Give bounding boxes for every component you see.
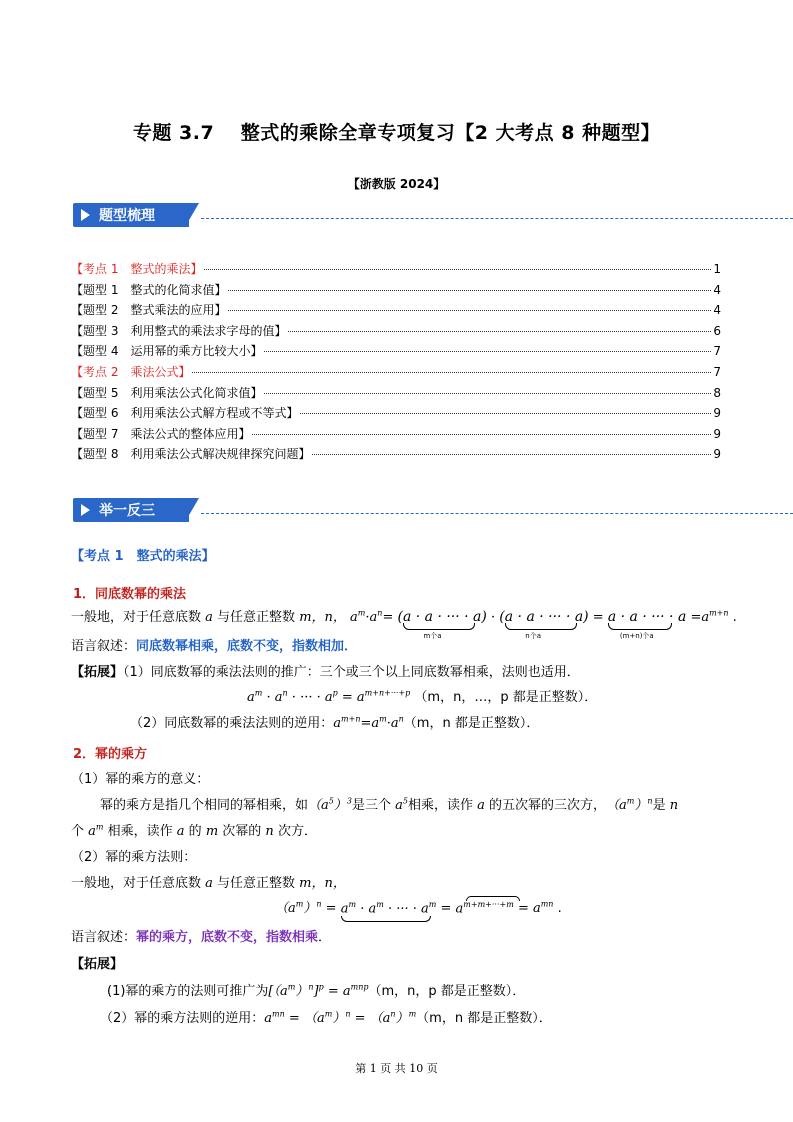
- toc-entry-label: 【题型 1 整式的化简求值】: [71, 282, 227, 297]
- language-statement-1: 语言叙述：同底数幂相乘，底数不变，指数相加．: [71, 639, 358, 654]
- extension-formula-1: $a^m \cdot a^n$ · ··· · $a^p = a^{m+n+\cdot\cdot\cdot+p}$ （m，n，…，p 都是正整数）．: [247, 688, 598, 705]
- toc-entry[interactable]: [71, 301, 721, 321]
- extension-4: （2）幂的乘方法则的逆用：$a^{mn} = (a^m)^n = (a^n)^m(m$，n 都是正整数）．: [100, 1009, 552, 1026]
- paragraph-general: 一般地，对于任意底数 a 与任意正整数 m，n， $a^m\cdot a^n= (a \cdot a$ · ··· · a) m个a · (a · a · ··· · a) n个a = a · a · ··· · a (m+n)个a $=a^{m+n}$ .: [71, 608, 737, 640]
- toc-leader: [228, 290, 711, 291]
- toc-entry[interactable]: [71, 363, 721, 383]
- banner-label: 举一反三: [99, 503, 155, 519]
- power-meaning-text: 幂的乘方是指几个相同的幂相乘，如$(a^5)^3$是三个 $a^5$相乘，读作 a 的五次幂的三次方， $(a^m)^n$是 n: [100, 796, 679, 813]
- toc-entry[interactable]: [71, 425, 721, 445]
- toc-entry[interactable]: [71, 260, 721, 280]
- toc-entry-page: 1: [713, 262, 721, 276]
- play-icon: [81, 504, 90, 516]
- power-rule-formula: $(a^m)^n = a^m \cdot a^m$ · ··· · $a^m$ = $a^{m+m+\cdot\cdot\cdot+m}$ = $a^{mn}$ .: [275, 897, 562, 916]
- section-banner-question-types: [73, 203, 793, 227]
- toc-entry-label: 【题型 2 整式乘法的应用】: [71, 303, 227, 318]
- power-rule-label: （2）幂的乘方法则：: [71, 850, 197, 865]
- toc-entry-label: 【考点 1 整式的乘法】: [71, 262, 203, 276]
- toc-entry[interactable]: [71, 445, 721, 465]
- extension-1: 【拓展】（1）同底数幂的乘法法则的推广：三个或三个以上同底数幂相乘，法则也适用．: [71, 665, 580, 680]
- page-footer: 第 1 页 共 10 页: [355, 1062, 438, 1075]
- toc-entry-page: 4: [713, 282, 721, 297]
- section-heading: 【考点 1 整式的乘法】: [71, 549, 215, 564]
- toc-entry-page: 9: [713, 406, 721, 421]
- toc-leader: [312, 454, 711, 455]
- toc-leader: [252, 434, 711, 435]
- toc-leader: [192, 372, 711, 373]
- toc-entry-label: 【题型 7 乘法公式的整体应用】: [71, 426, 251, 441]
- extension-3: (1)幂的乘方的法则可推广为$[(a^m)^n]^p = a^{mnp}(m$，n，p 都是正整数）．: [107, 982, 526, 999]
- section-banner-examples: [73, 498, 793, 522]
- play-icon: [81, 209, 90, 221]
- toc-entry-label: 【题型 8 利用乘法公式解决规律探究问题】: [71, 447, 311, 462]
- power-rule-text: 一般地，对于任意底数 a 与任意正整数 m，n，: [71, 876, 346, 891]
- toc-leader: [288, 331, 711, 332]
- toc-leader: [264, 393, 711, 394]
- toc-entry-label: 【题型 3 利用整式的乘法求字母的值】: [71, 323, 287, 338]
- page-title: 专题 3.7 整式的乘除全章专项复习【2 大考点 8 种题型】: [132, 122, 661, 144]
- subheading-power: 2．幂的乘方: [73, 747, 148, 762]
- toc-leader: [264, 351, 711, 352]
- subheading-same-base: 1．同底数幂的乘法: [73, 587, 187, 602]
- toc-leader: [228, 310, 711, 311]
- toc-entry-page: 4: [713, 303, 721, 318]
- toc-entry-page: 7: [713, 365, 721, 379]
- power-meaning-label: （1）幂的乘方的意义：: [71, 772, 210, 787]
- toc-entry-page: 9: [713, 426, 721, 441]
- language-statement-2: 语言叙述：幂的乘方，底数不变，指数相乘．: [71, 930, 332, 945]
- toc-entry[interactable]: [71, 322, 721, 342]
- toc-entry-label: 【题型 5 利用乘法公式化简求值】: [71, 385, 263, 400]
- toc-entry[interactable]: [71, 281, 721, 301]
- edition-label: 【浙教版 2024】: [347, 177, 446, 191]
- toc-entry[interactable]: [71, 384, 721, 404]
- toc-entry[interactable]: [71, 342, 721, 362]
- toc-entry-label: 【题型 4 运用幂的乘方比较大小】: [71, 344, 263, 359]
- toc-entry-page: 9: [713, 447, 721, 462]
- extension-2: （2）同底数幂的乘法法则的逆用：$a^{m+n}=a^m\cdot a^n(m$，n 都是正整数）．: [130, 714, 540, 731]
- toc-entry-label: 【考点 2 乘法公式】: [71, 365, 191, 379]
- banner-label: 题型梳理: [99, 208, 155, 224]
- toc-entry-page: 7: [713, 344, 721, 359]
- toc-entry[interactable]: [71, 404, 721, 424]
- toc-leader: [300, 413, 711, 414]
- toc-entry-label: 【题型 6 利用乘法公式解方程或不等式】: [71, 406, 299, 421]
- power-meaning-text-2: 个 $a^m$ 相乘，读作 a 的 m 次幂的 n 次方．: [71, 822, 317, 839]
- toc-entry-page: 6: [713, 323, 721, 338]
- extension-label-2: 【拓展】: [71, 957, 124, 972]
- toc-leader: [204, 269, 711, 270]
- toc-entry-page: 8: [713, 385, 721, 400]
